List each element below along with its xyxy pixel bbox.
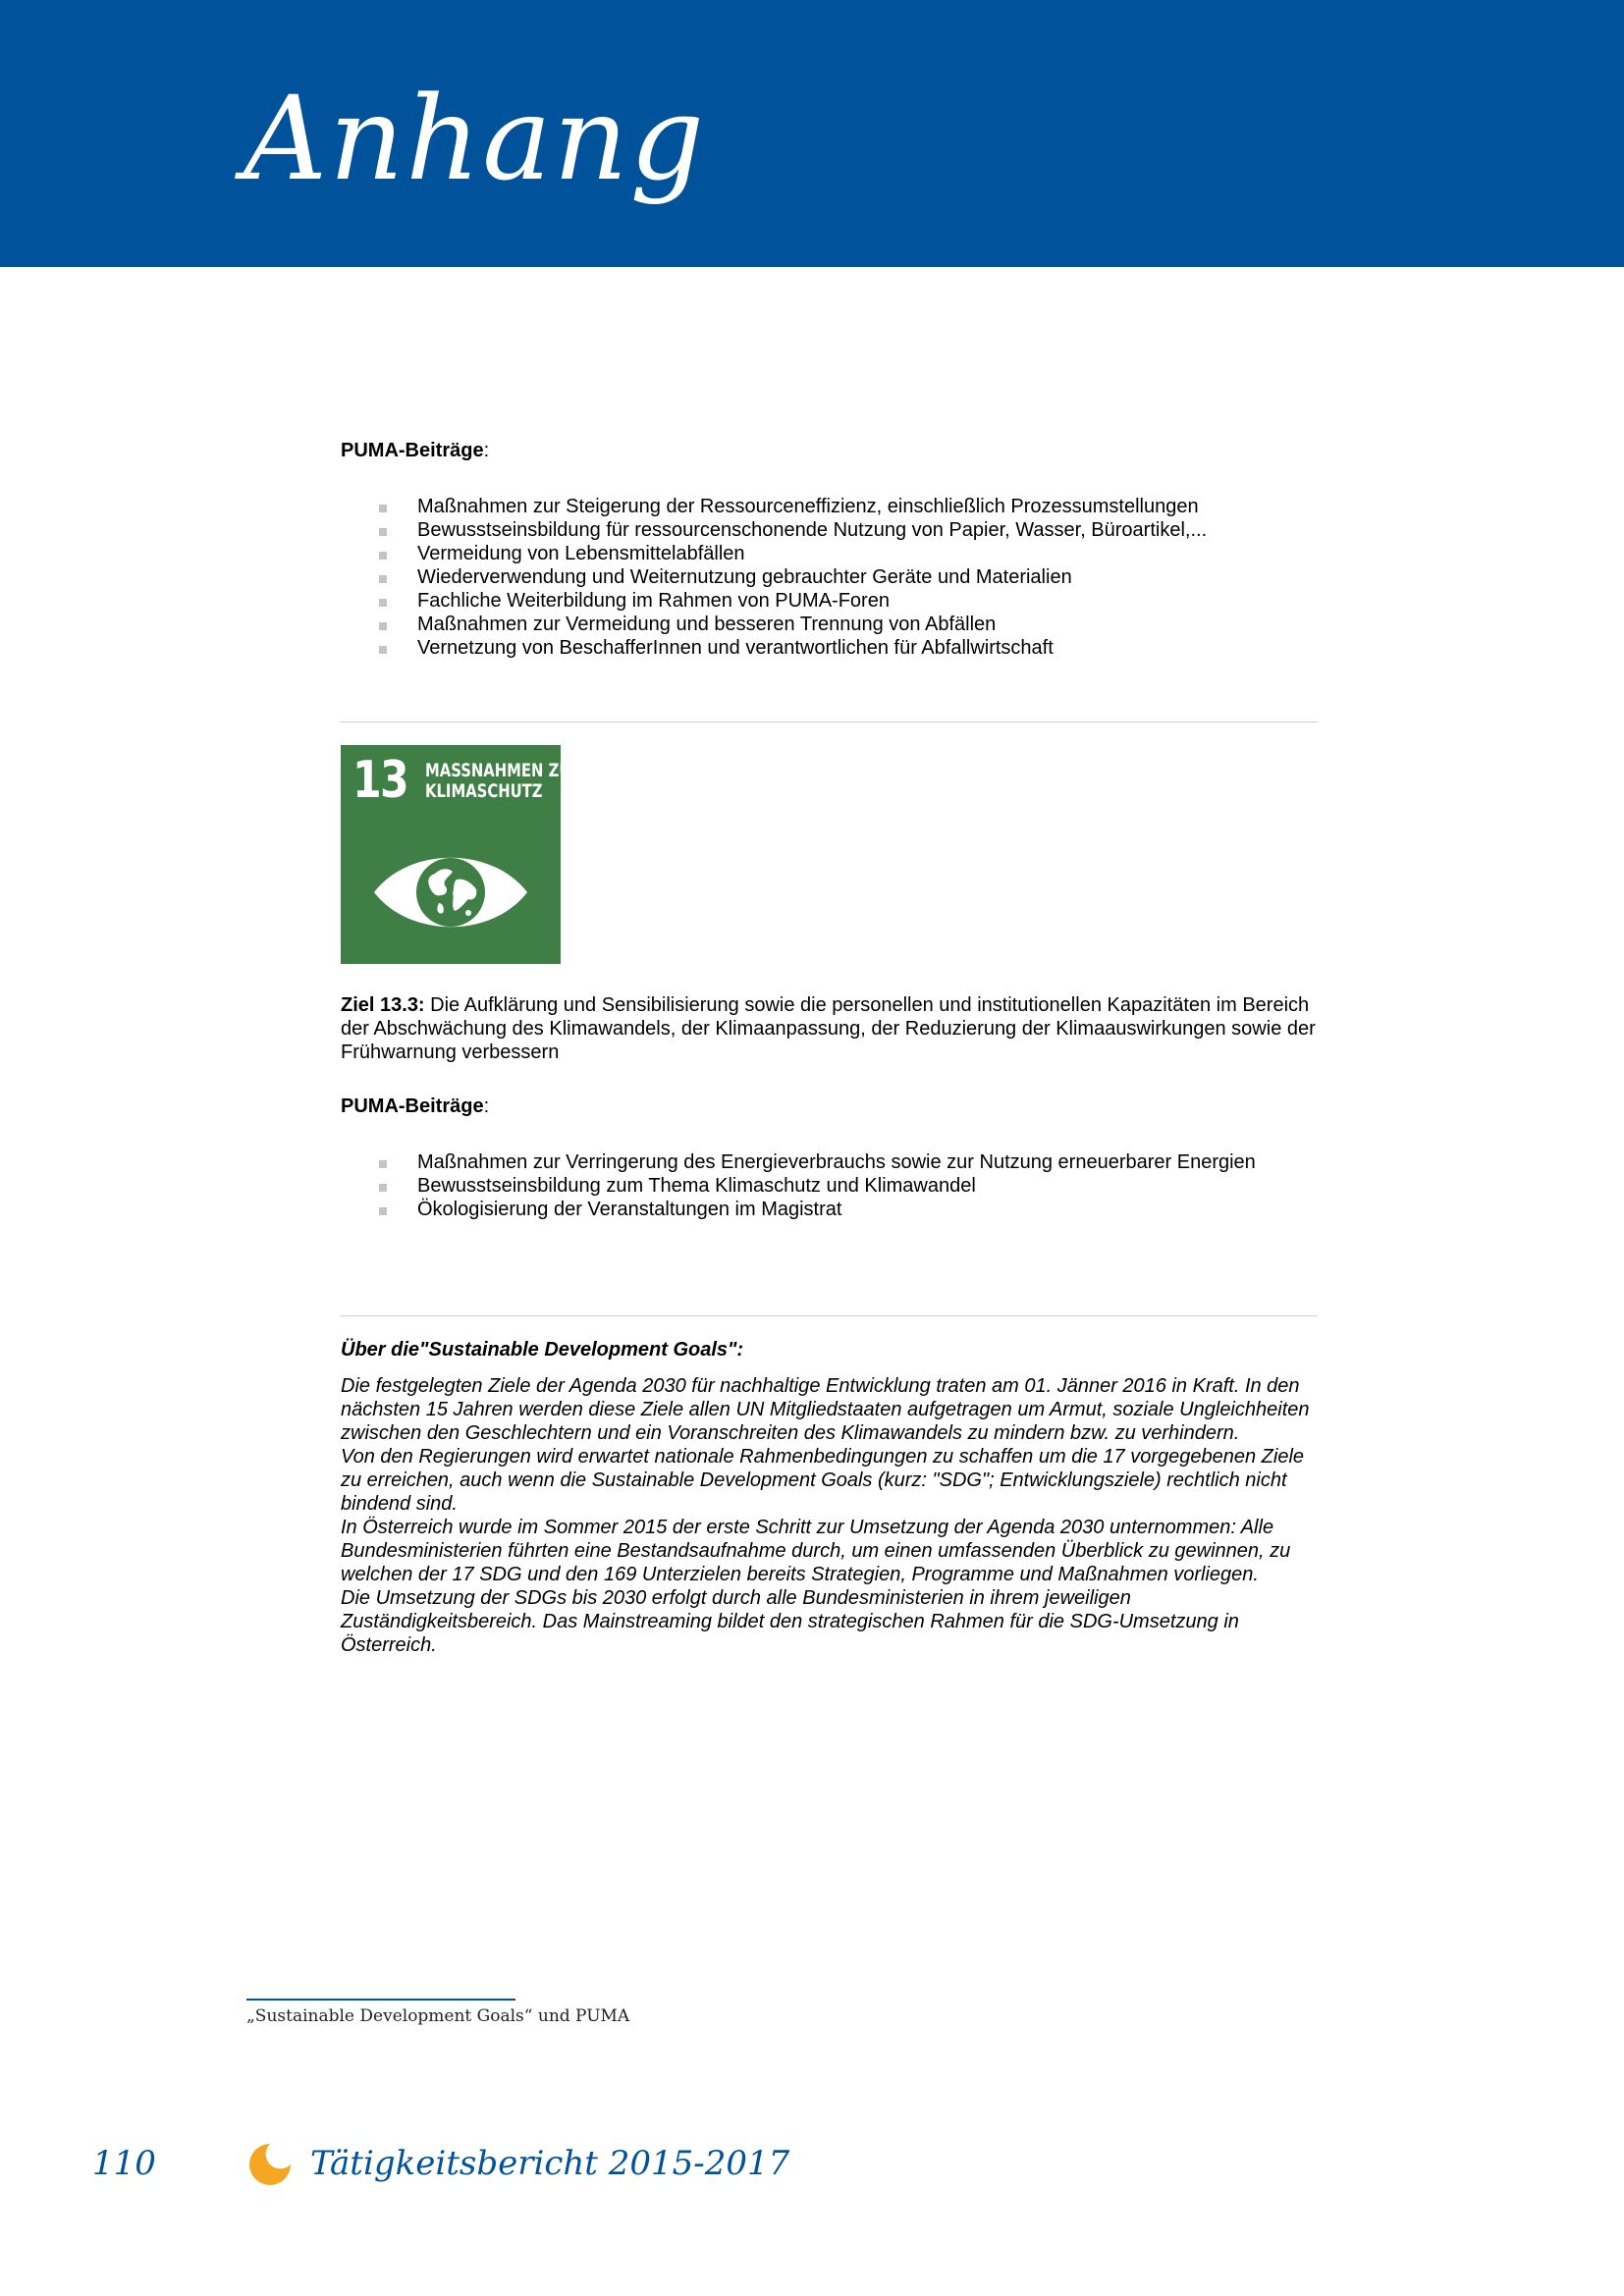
list-item: Maßnahmen zur Steigerung der Ressourceneffizienz, einschließlich Prozessumstellungen [341,495,1318,518]
goal-text-block [341,993,1318,1064]
section1 [341,439,1318,660]
goal-paragraph [341,993,1318,1064]
about-body [341,1374,1318,1657]
about-paragraph: In Österreich wurde im Sommer 2015 der erste Schritt zur Umsetzung der Agenda 2030 unternommen: Alle Bundesministerien führten eine Bestandsaufnahme durch, um einen umfassenden Überblick zu gewinnen, zu welchen der 17 SDG und den 169 Unterzielen bereits Strategien, Programme und Maßnahmen vorliegen. [341,1517,1291,1585]
sdg-title-line2: KLIMASCHUTZ [425,780,543,802]
page-number: 110 [92,2144,156,2183]
list-item: Vermeidung von Lebensmittelabfällen [341,542,1318,565]
section2-label-suffix: : [483,1095,490,1117]
list-item: Ökologisierung der Veranstaltungen im Magistrat [341,1198,1318,1221]
section1-label-bold: PUMA-Beiträge [341,440,484,461]
footer-title: Tätigkeitsbericht 2015-2017 [310,2144,790,2183]
divider [341,1315,1318,1316]
about-heading: Über die"Sustainable Development Goals": [341,1339,744,1361]
sdg-number: 13 [352,751,408,810]
list-item: Fachliche Weiterbildung im Rahmen von PUMA-Foren [341,589,1318,613]
divider [341,721,1318,722]
sdg-title-line1: MASSNAHMEN ZUM [425,760,586,781]
list-item: Vernetzung von BeschafferInnen und verantwortlichen für Abfallwirtschaft [341,636,1318,660]
list-item: Wiederverwendung und Weiternutzung gebrauchter Geräte und Materialien [341,565,1318,589]
sdg-13-tile [341,745,586,964]
section1-label [341,439,1318,462]
eye-globe-icon [370,838,531,946]
about-paragraph: Von den Regierungen wird erwartet nationale Rahmenbedingungen zu schaffen um die 17 vorgegebenen Ziele zu erreichen, auch wenn die Sustainable Development Goals (kurz: "SDG"; Entwicklungsziele) rechtlich nicht bindend sind. [341,1446,1305,1515]
about-paragraph: Die festgelegten Ziele der Agenda 2030 für nachhaltige Entwicklung traten am 01. Jänner 2016 in Kraft. In den nächsten 15 Jahren werden diese Ziele allen UN Mitgliedstaaten aufgetragen um Armut, soziale Ungleichheiten zwischen den Geschlechtern und ein Voranschreiten des Klimawandels zu mindern bzw. zu verhindern. [341,1375,1310,1444]
section2 [341,1095,1318,1221]
section2-label [341,1095,1318,1118]
list-item: Maßnahmen zur Vermeidung und besseren Trennung von Abfällen [341,613,1318,636]
section1-label-suffix: : [483,440,490,461]
about-sdg-block [341,1338,1318,1657]
goal-label: Ziel 13.3: [341,994,425,1016]
goal-text: Die Aufklärung und Sensibilisierung sowie die personellen und institutionellen Kapazitäten im Bereich der Abschwächung des Klimawandels, der Klimaanpassung, der Reduzierung der Klimaauswirkungen sowie der Frühwarnung verbessern [341,994,1316,1063]
sdg-title [425,760,586,802]
header-band [0,0,1624,267]
list-item: Bewusstseinsbildung für ressourcenschonende Nutzung von Papier, Wasser, Büroartikel,... [341,518,1318,542]
list-item: Maßnahmen zur Verringerung des Energieverbrauchs sowie zur Nutzung erneuerbarer Energien [341,1150,1318,1174]
footnote-divider [246,1999,515,2001]
section1-list [341,495,1318,660]
section2-list [341,1150,1318,1221]
list-item: Bewusstseinsbildung zum Thema Klimaschutz und Klimawandel [341,1174,1318,1198]
crescent-logo-icon [245,2140,295,2189]
footnote: „Sustainable Development Goals“ und PUMA [246,2006,630,2026]
page-title: Anhang [244,71,707,206]
section2-label-bold: PUMA-Beiträge [341,1095,484,1117]
about-paragraph: Die Umsetzung der SDGs bis 2030 erfolgt durch alle Bundesministerien in ihrem jeweiligen Zuständigkeitsbereich. Das Mainstreaming bildet den strategischen Rahmen für die SDG-Umsetzung in Österreich. [341,1587,1239,1656]
